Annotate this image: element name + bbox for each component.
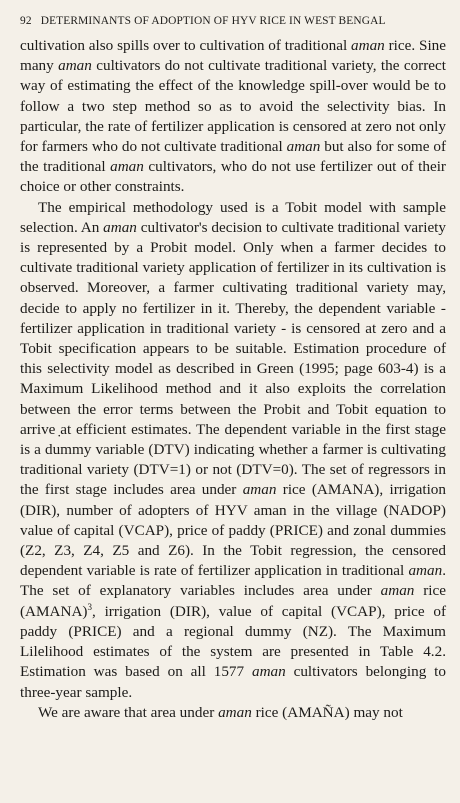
italic-term: aman [110, 158, 144, 176]
text-run: rice (AMAÑA) may not [251, 703, 403, 721]
page-number: 92 [20, 15, 32, 27]
italic-term: aman [218, 703, 252, 721]
italic-term: aman [251, 663, 286, 681]
italic-term: aman [380, 582, 415, 600]
text-run: , irrigation (DIR), value of capital (VCAP), price of paddy (PRICE) and a regional dummy (NZ). The Maximum Lilelihood estimates of the system are presented in Table 4.2. Estimation was based on all 1577 [20, 602, 446, 681]
text-run: The empirical methodology used is a Tobit model with sample selection. An [20, 198, 446, 236]
text-run: cultivator's decision to cultivate traditional variety is represented by a Probit model. Only when a farmer decides to cultivate traditional variety application of fertilizer in its cultivation is observed. Moreover, a farmer cultivating traditional variety may, decide to apply no fertilizer in it. Thereby, the dependent variable - fertilizer application in traditional variety - is censored at zero and a Tobit specification appears to be suitable. Estimation procedure of this selectivity model as described in Green (1995; page 603-4) is a Maximum Likelihood method and it also exploits the correlation between the error terms between the Probit and Tobit equation to arrive ̣at efficient estimates. The dependent variable in the first stage is a dummy variable (DTV) indicating whether a farmer is cultivating traditional variety (DTV=1) or not (DTV=0). The set of regressors in the first stage includes area under [20, 218, 446, 499]
running-header [20, 12, 446, 30]
italic-term: aman [408, 562, 443, 580]
paragraph [20, 198, 446, 703]
italic-term: aman [286, 138, 321, 156]
text-run: rice (AMANA) [20, 582, 446, 620]
text-run: cultivators do not cultivate traditional variety, the correct way of estimating the effect of the knowledge spill-over would be to follow a two step method so as to avoid the selectivity bias. In particular, the rate of fertilizer application is censored at zero not only for farmers who do not cultivate traditional [20, 57, 446, 156]
text-run: We are aware that area under [38, 703, 219, 721]
text-run: rice (AMANA), irrigation (DIR), number of adopters of HYV aman in the village (NADOP) value of capital (VCAP), price of paddy (PRICE) and zonal dummies (Z2, Z3, Z4, Z5 and Z6). In the Tobit regression, the censored dependent variable is rate of fertilizer application in traditional [20, 481, 446, 580]
text-run: rice. Sine many [20, 37, 446, 75]
italic-term: aman [242, 481, 277, 499]
text-run: cultivation also spills over to cultivation of traditional [20, 37, 352, 54]
paragraph [20, 703, 446, 723]
running-title: DETERMINANTS OF ADOPTION OF HYV RICE IN WEST BENGAL [40, 15, 386, 27]
text-run: cultivators belonging to three-year sample. [20, 663, 446, 701]
italic-term: aman [103, 218, 137, 236]
text-run: but also for some of the traditional [20, 138, 447, 176]
text-run: cultivators, who do not use fertilizer out of their choice or other constraints. [20, 158, 446, 196]
italic-term: aman [351, 37, 385, 54]
italic-term: aman [58, 57, 92, 75]
text-run: . The set of explanatory variables includes area under [20, 562, 446, 600]
footnote-marker: 3 [87, 601, 92, 612]
body-text [20, 36, 446, 723]
paragraph [20, 36, 446, 198]
